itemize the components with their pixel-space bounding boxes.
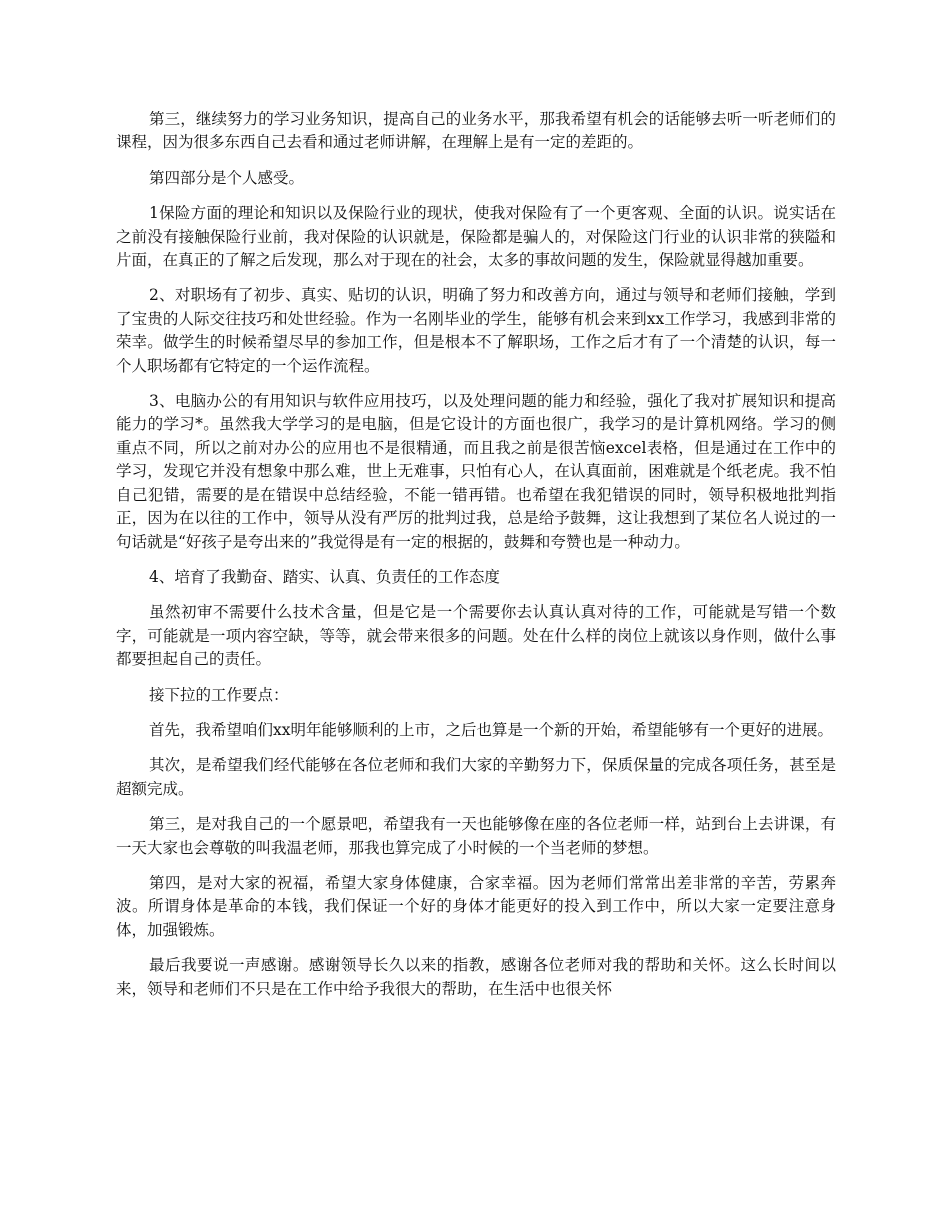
paragraph-initial-review: 虽然初审不需要什么技术含量，但是它是一个需要你去认真认真对待的工作，可能就是写错一个数字，可能就是一项内容空缺，等等，就会带来很多的问题。处在什么样的岗位上就该以身作则，做什么事都要担起自己的责任。: [116, 603, 836, 669]
paragraph-second-wish: 其次，是希望我们经代能够在各位老师和我们大家的辛勤努力下，保质保量的完成各项任务，甚至是超额完成。: [116, 756, 836, 798]
paragraph-workplace-understanding: 2、对职场有了初步、真实、贴切的认识，明确了努力和改善方向，通过与领导和老师们接触，学到了宝贵的人际交往技巧和处世经验。作为一名刚毕业的学生，能够有机会来到xx工作学习，我感到非常的荣幸。做学生的时候希望尽早的参加工作，但是根本不了解职场，工作之后才有了一个清楚的认识，每一个人职场都有它特定的一个运作流程。: [116, 286, 836, 375]
document-page: [116, 108, 836, 1013]
paragraph-insurance-knowledge: 1保险方面的理论和知识以及保险行业的现状，使我对保险有了一个更客观、全面的认识。说实话在之前没有接触保险行业前，我对保险的认识就是，保险都是骗人的，对保险这门行业的认识非常的狭隘和片面，在真正的了解之后发现，那么对于现在的社会，太多的事故问题的发生，保险就显得越加重要。: [116, 204, 836, 270]
paragraph-third-study: 第三，继续努力的学习业务知识，提高自己的业务水平，那我希望有机会的话能够去听一听老师们的课程，因为很多东西自己去看和通过老师讲解，在理解上是有一定的差距的。: [116, 110, 836, 152]
paragraph-first-wish: 首先，我希望咱们xx明年能够顺利的上市，之后也算是一个新的开始，希望能够有一个更好的进展。: [149, 720, 833, 739]
paragraph-next-work-points: 接下拉的工作要点：: [149, 685, 289, 704]
paragraph-thanks: 最后我要说一声感谢。感谢领导长久以来的指教，感谢各位老师对我的帮助和关怀。这么长时间以来，领导和老师们不只是在工作中给予我很大的帮助，在生活中也很关怀: [116, 956, 836, 998]
paragraph-work-attitude: 4、培育了我勤奋、踏实、认真、负责任的工作态度: [149, 567, 500, 586]
paragraph-third-wish: 第三，是对我自己的一个愿景吧，希望我有一天也能够像在座的各位老师一样，站到台上去讲课，有一天大家也会尊敬的叫我温老师，那我也算完成了小时候的一个当老师的梦想。: [116, 815, 836, 857]
paragraph-computer-skills: 3、电脑办公的有用知识与软件应用技巧，以及处理问题的能力和经验，强化了我对扩展知识和提高能力的学习*。虽然我大学学习的是电脑，但是它设计的方面也很广，我学习的是计算机网络。学习的侧重点不同，所以之前对办公的应用也不是很精通，而且我之前是很苦恼excel表格，但是通过在工作中的学习，发现它并没有想象中那么难，世上无难事，只怕有心人，在认真面前，困难就是个纸老虎。我不怕自己犯错，需要的是在错误中总结经验，不能一错再错。也希望在我犯错误的同时，领导积极地批判指正，因为在以往的工作中，领导从没有严厉的批判过我，总是给予鼓舞，这让我想到了某位名人说过的一句话就是“好孩子是夸出来的”我觉得是有一定的根据的，鼓舞和夸赞也是一种动力。: [116, 392, 836, 551]
paragraph-fourth-wish: 第四，是对大家的祝福，希望大家身体健康，合家幸福。因为老师们常常出差非常的辛苦，劳累奔波。所谓身体是革命的本钱，我们保证一个好的身体才能更好的投入到工作中，所以大家一定要注意身体，加强锻炼。: [116, 873, 836, 939]
paragraph-part-four-heading: 第四部分是个人感受。: [149, 168, 305, 187]
